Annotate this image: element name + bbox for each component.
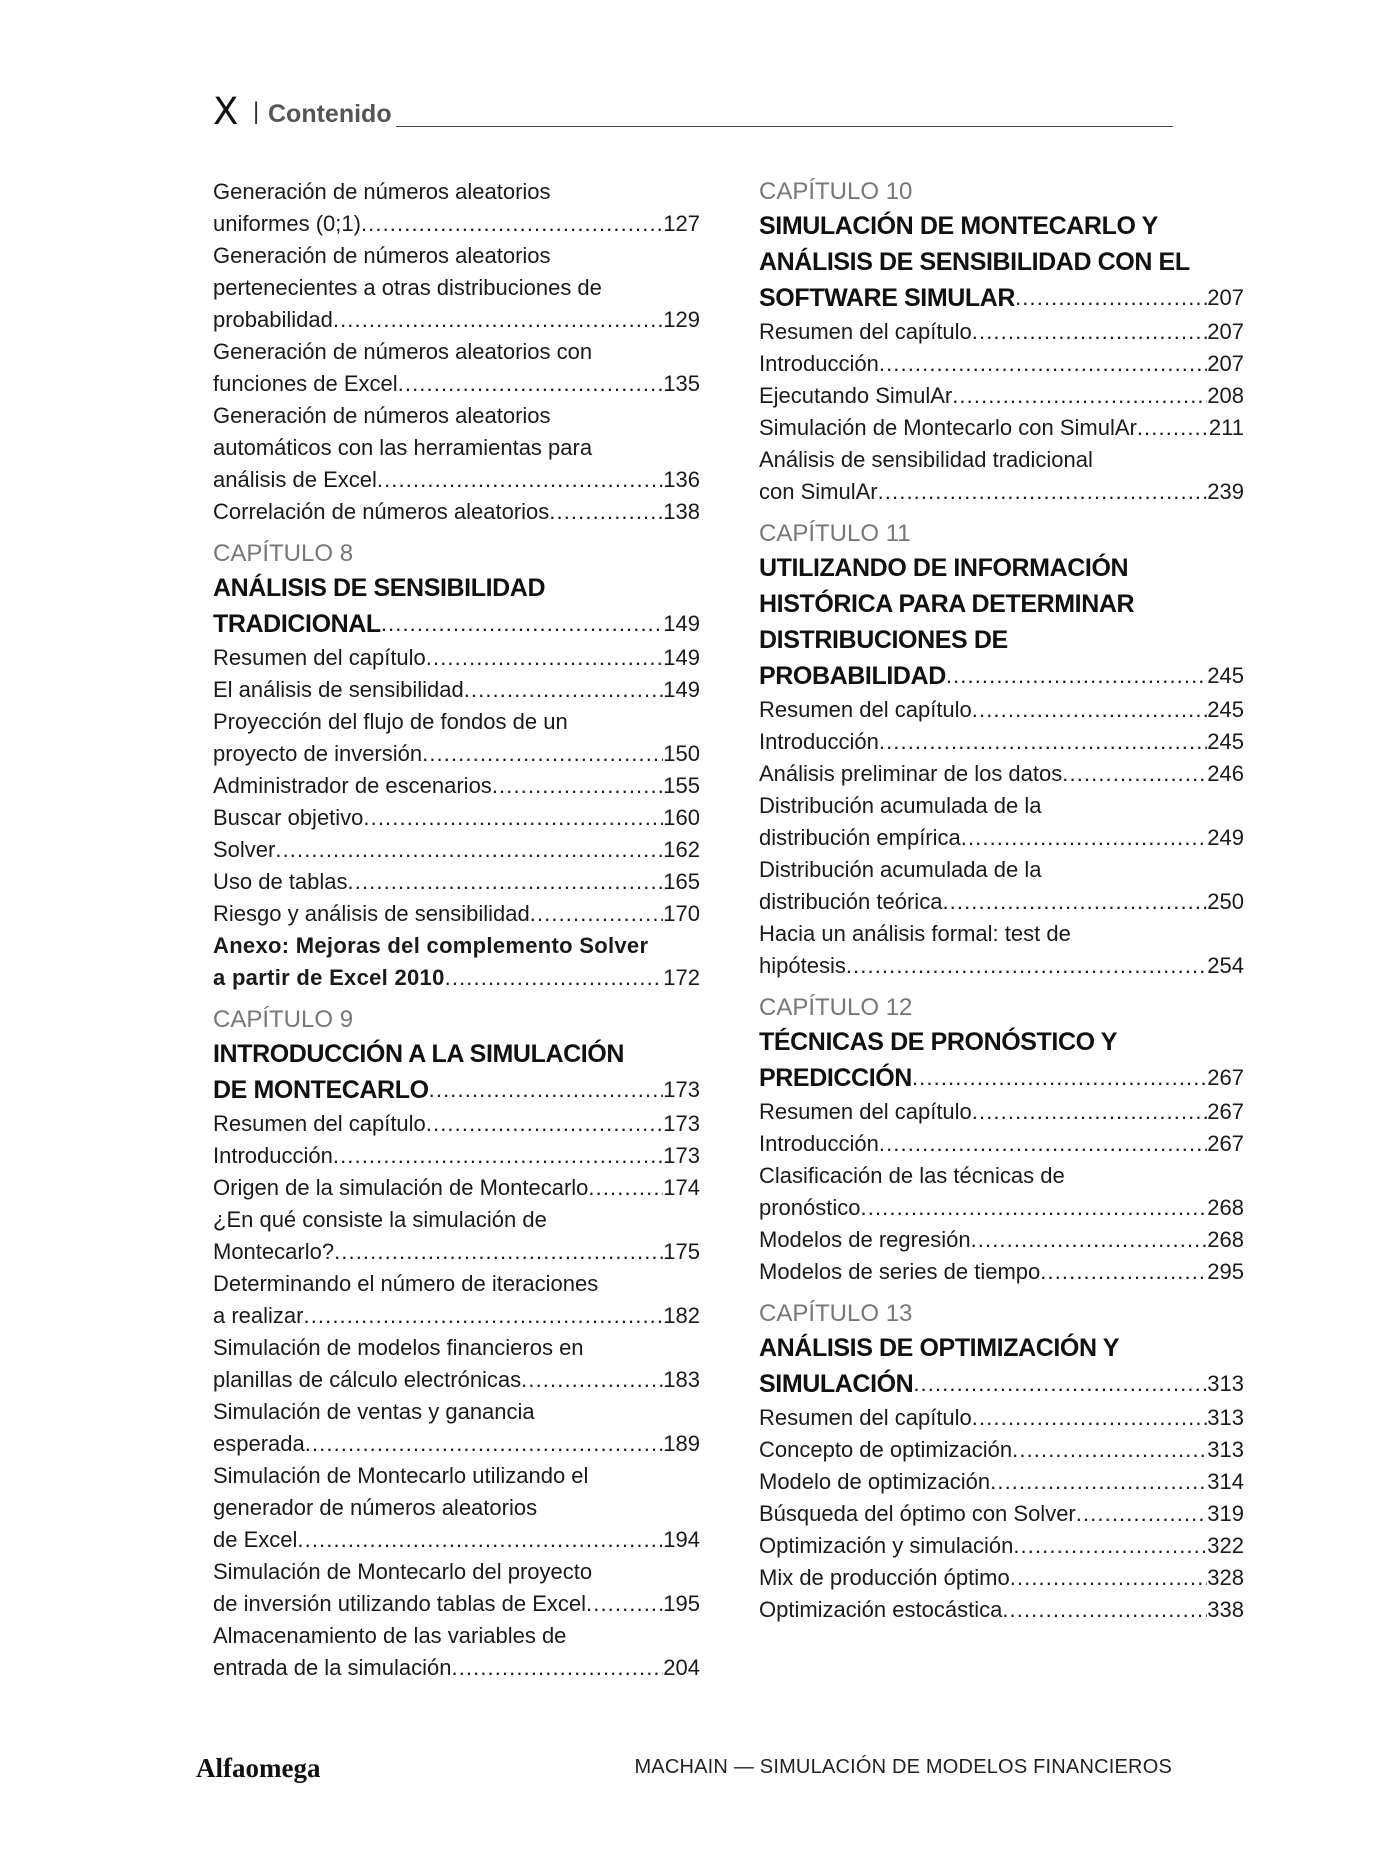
- chapter-label: CAPÍTULO 10: [759, 178, 913, 205]
- toc-line: generador de números aleatorios: [213, 1495, 538, 1520]
- toc-line: Generación de números aleatorios: [213, 179, 551, 204]
- dot-leader: [912, 1060, 1207, 1096]
- dot-leader: [971, 1224, 1208, 1256]
- toc-entry-title: pronóstico: [759, 1195, 861, 1220]
- header-separator: |: [253, 98, 260, 125]
- toc-entry-title: de inversión utilizando tablas de Excel: [213, 1591, 587, 1616]
- toc-page-number: 250: [1207, 889, 1244, 914]
- toc-entry-title: Montecarlo?: [213, 1239, 335, 1264]
- toc-page-number: 149: [663, 645, 700, 670]
- toc-entry-title: Riesgo y análisis de sensibilidad: [213, 901, 530, 926]
- chapter-title: SOFTWARE SIMULAR: [759, 284, 1016, 312]
- toc-entry: [759, 1562, 1244, 1594]
- dot-leader: [1137, 412, 1209, 444]
- toc-page-number: 208: [1207, 383, 1244, 408]
- toc-page-number: 204: [663, 1655, 700, 1680]
- chapter-title: PREDICCIÓN: [759, 1064, 912, 1092]
- chapter-title: HISTÓRICA PARA DETERMINAR: [759, 590, 1135, 618]
- dot-leader: [426, 642, 663, 674]
- toc-chapter-9: [213, 1004, 700, 1684]
- dot-leader: [1040, 1256, 1207, 1288]
- page-title: Contenido: [268, 100, 392, 128]
- toc-page-number: 149: [663, 611, 700, 636]
- toc-entry-title: entrada de la simulación: [213, 1655, 452, 1680]
- toc-page-number: 194: [663, 1527, 700, 1552]
- dot-leader: [451, 1652, 663, 1684]
- chapter-title-entry: [213, 606, 700, 642]
- toc-page-number: 189: [663, 1431, 700, 1456]
- dot-leader: [1062, 758, 1207, 790]
- toc-entry-title: funciones de Excel: [213, 371, 398, 396]
- toc-page-number: 172: [663, 965, 700, 990]
- toc-entry-title: hipótesis: [759, 953, 846, 978]
- chapter-label: CAPÍTULO 12: [759, 994, 913, 1021]
- dot-leader: [1002, 1594, 1207, 1626]
- toc-entry: [759, 1402, 1244, 1434]
- toc-entry-title: Modelos de regresión: [759, 1227, 971, 1252]
- dot-leader: [361, 208, 663, 240]
- toc-line: Generación de números aleatorios: [213, 243, 551, 268]
- toc-entry: [213, 496, 700, 528]
- toc-entry: [759, 1594, 1244, 1626]
- toc-chapter-8: [213, 538, 700, 994]
- toc-entry: [213, 770, 700, 802]
- dot-leader: [381, 606, 663, 642]
- dot-leader: [861, 1192, 1208, 1224]
- dot-leader: [333, 304, 663, 336]
- toc-page-number: 268: [1207, 1227, 1244, 1252]
- toc-entry-title: Origen de la simulación de Montecarlo: [213, 1175, 589, 1200]
- dot-leader: [333, 1140, 663, 1172]
- chapter-label: CAPÍTULO 11: [759, 520, 911, 547]
- toc-chapter-11: [759, 518, 1244, 982]
- toc-left-column: [213, 176, 700, 1684]
- toc-page-number: 173: [663, 1111, 700, 1136]
- dot-leader: [961, 822, 1208, 854]
- toc-page-number: 149: [663, 677, 700, 702]
- dot-leader: [878, 476, 1208, 508]
- chapter-label: CAPÍTULO 13: [759, 1300, 913, 1327]
- chapter-label: CAPÍTULO 9: [213, 1006, 354, 1033]
- toc-entry: [759, 950, 1244, 982]
- toc-entry-title: Optimización estocástica: [759, 1597, 1003, 1622]
- toc-page-number: 319: [1207, 1501, 1244, 1526]
- toc-entry-title: El análisis de sensibilidad: [213, 677, 464, 702]
- dot-leader: [946, 658, 1207, 694]
- toc-page-number: 173: [663, 1143, 700, 1168]
- toc-page-number: 246: [1207, 761, 1244, 786]
- dot-leader: [846, 950, 1207, 982]
- toc-entry: [213, 1140, 700, 1172]
- dot-leader: [588, 1172, 663, 1204]
- toc-line: Análisis de sensibilidad tradicional: [759, 447, 1093, 472]
- toc-page-number: 268: [1207, 1195, 1244, 1220]
- toc-entry: [213, 866, 700, 898]
- toc-entry-title: Resumen del capítulo: [759, 697, 972, 722]
- chapter-title-entry: [213, 1072, 700, 1108]
- header-rule: [396, 126, 1173, 127]
- dot-leader: [521, 1364, 663, 1396]
- toc-entry: [213, 1588, 700, 1620]
- toc-entry-title: Mix de producción óptimo: [759, 1565, 1010, 1590]
- toc-entry-title: Simulación de Montecarlo con SimulAr: [759, 415, 1137, 440]
- toc-page-number: 245: [1207, 697, 1244, 722]
- toc-entry-title: Resumen del capítulo: [759, 1405, 972, 1430]
- toc-page-number: 170: [663, 901, 700, 926]
- toc-entry: [213, 304, 700, 336]
- toc-entry: [213, 1172, 700, 1204]
- dot-leader: [426, 1108, 663, 1140]
- toc-line: Generación de números aleatorios: [213, 403, 551, 428]
- chapter-title: DISTRIBUCIONES DE: [759, 626, 1008, 654]
- chapter-title: INTRODUCCIÓN A LA SIMULACIÓN: [213, 1040, 624, 1068]
- toc-entry-title: Introducción: [759, 729, 879, 754]
- toc-entry-title: Concepto de optimización: [759, 1437, 1013, 1462]
- dot-leader: [972, 316, 1207, 348]
- toc-entry-title: Introducción: [759, 1131, 879, 1156]
- toc-entry-title: Búsqueda del óptimo con Solver: [759, 1501, 1076, 1526]
- toc-line: Hacia un análisis formal: test de: [759, 921, 1071, 946]
- toc-line: Distribución acumulada de la: [759, 793, 1042, 818]
- toc-entry: [213, 1236, 700, 1268]
- toc-entry: [213, 1300, 700, 1332]
- toc-entry-title: distribución empírica: [759, 825, 961, 850]
- toc-page-number: 155: [663, 773, 700, 798]
- toc-entry: [213, 738, 700, 770]
- toc-page-number: 249: [1207, 825, 1244, 850]
- toc-page-number: 173: [663, 1077, 700, 1102]
- toc-line: ¿En qué consiste la simulación de: [213, 1207, 547, 1232]
- toc-page-number: 338: [1207, 1597, 1244, 1622]
- toc-page-number: 322: [1207, 1533, 1244, 1558]
- chapter-title: TRADICIONAL: [213, 610, 381, 638]
- toc-entry: [759, 1256, 1244, 1288]
- toc-line: Simulación de Montecarlo del proyecto: [213, 1559, 593, 1584]
- toc-line: Determinando el número de iteraciones: [213, 1271, 599, 1296]
- toc-entry: [759, 316, 1244, 348]
- toc-page-number: 328: [1207, 1565, 1244, 1590]
- dot-leader: [1076, 1498, 1208, 1530]
- toc-line: automáticos con las herramientas para: [213, 435, 593, 460]
- toc-entry-title: Resumen del capítulo: [759, 319, 972, 344]
- toc-line: pertenecientes a otras distribuciones de: [213, 275, 602, 300]
- dot-leader: [549, 496, 663, 528]
- toc-entry-title: a realizar: [213, 1303, 304, 1328]
- toc-entry-title: Análisis preliminar de los datos: [759, 761, 1063, 786]
- toc-page-number: 314: [1207, 1469, 1244, 1494]
- dot-leader: [972, 694, 1207, 726]
- chapter-title-entry: [759, 658, 1244, 694]
- toc-entry-title: a partir de Excel 2010: [213, 965, 445, 990]
- toc-entry: [759, 380, 1244, 412]
- dot-leader: [303, 1300, 663, 1332]
- chapter-title: ANÁLISIS DE SENSIBILIDAD CON EL: [759, 248, 1190, 276]
- toc-page-number: 129: [663, 307, 700, 332]
- chapter-title: SIMULACIÓN DE MONTECARLO Y: [759, 212, 1158, 240]
- toc-entry: [759, 1434, 1244, 1466]
- toc-page-number: 174: [663, 1175, 700, 1200]
- toc-entry-title: uniformes (0;1): [213, 211, 361, 236]
- dot-leader: [1013, 1530, 1207, 1562]
- toc-line: Anexo: Mejoras del complemento Solver: [213, 933, 649, 958]
- toc-page-number: 160: [663, 805, 700, 830]
- toc-page-number: 135: [663, 371, 700, 396]
- toc-line: Almacenamiento de las variables de: [213, 1623, 567, 1648]
- chapter-title: ANÁLISIS DE OPTIMIZACIÓN Y: [759, 1334, 1119, 1362]
- dot-leader: [297, 1524, 663, 1556]
- toc-entry: [213, 1108, 700, 1140]
- dot-leader: [972, 1402, 1207, 1434]
- toc-page-number: 165: [663, 869, 700, 894]
- toc-page-number: 313: [1207, 1405, 1244, 1430]
- dot-leader: [942, 886, 1207, 918]
- toc-page-number: 175: [663, 1239, 700, 1264]
- toc-entry-title: Ejecutando SimulAr: [759, 383, 953, 408]
- toc-entry: [213, 802, 700, 834]
- running-footer: MACHAIN — SIMULACIÓN DE MODELOS FINANCIEROS: [634, 1756, 1172, 1778]
- toc-page-number: 313: [1207, 1371, 1244, 1396]
- toc-entry-title: Buscar objetivo: [213, 805, 364, 830]
- toc-page-number: 138: [663, 499, 700, 524]
- dot-leader: [879, 726, 1207, 758]
- toc-entry: [759, 1498, 1244, 1530]
- dot-leader: [275, 834, 663, 866]
- chapter-title-entry: [759, 1366, 1244, 1402]
- toc-entry-title: planillas de cálculo electrónicas: [213, 1367, 522, 1392]
- toc-entry: [213, 1364, 700, 1396]
- toc-entry-title: de Excel: [213, 1527, 298, 1552]
- toc-line: Clasificación de las técnicas de: [759, 1163, 1065, 1188]
- toc-entry: [759, 758, 1244, 790]
- toc-entry: [213, 208, 700, 240]
- dot-leader: [363, 802, 663, 834]
- toc-page-number: 267: [1207, 1065, 1244, 1090]
- dot-leader: [1015, 280, 1207, 316]
- toc-page-number: 313: [1207, 1437, 1244, 1462]
- dot-leader: [913, 1366, 1207, 1402]
- dot-leader: [377, 464, 663, 496]
- dot-leader: [952, 380, 1207, 412]
- dot-leader: [586, 1588, 663, 1620]
- chapter-title: PROBABILIDAD: [759, 662, 946, 690]
- dot-leader: [334, 1236, 663, 1268]
- toc-line: Simulación de Montecarlo utilizando el: [213, 1463, 589, 1488]
- page-header: [213, 92, 1173, 132]
- dot-leader: [305, 1428, 664, 1460]
- dot-leader: [530, 898, 664, 930]
- toc-page-number: 239: [1207, 479, 1244, 504]
- toc-right-column: [759, 176, 1244, 1626]
- toc-entry-title: Modelos de series de tiempo: [759, 1259, 1041, 1284]
- dot-leader: [348, 866, 664, 898]
- toc-entry-title: análisis de Excel: [213, 467, 377, 492]
- page-roman-number: X: [213, 90, 239, 133]
- toc-entry: [213, 464, 700, 496]
- toc-page-number: 267: [1207, 1099, 1244, 1124]
- toc-entry: [213, 1428, 700, 1460]
- toc-page-number: 150: [663, 741, 700, 766]
- toc-entry: [213, 898, 700, 930]
- chapter-title: UTILIZANDO DE INFORMACIÓN: [759, 554, 1129, 582]
- toc-entry: [213, 674, 700, 706]
- chapter-title: ANÁLISIS DE SENSIBILIDAD: [213, 574, 546, 602]
- toc-entry: [213, 962, 700, 994]
- toc-entry-title: probabilidad: [213, 307, 333, 332]
- toc-entry: [213, 642, 700, 674]
- dot-leader: [879, 1128, 1207, 1160]
- toc-entry: [213, 1524, 700, 1556]
- toc-entry-title: proyecto de inversión: [213, 741, 423, 766]
- toc-entry: [759, 726, 1244, 758]
- toc-entry: [759, 694, 1244, 726]
- chapter-title-entry: [759, 280, 1244, 316]
- chapter-label: CAPÍTULO 8: [213, 540, 354, 567]
- toc-page-number: 295: [1207, 1259, 1244, 1284]
- toc-page-number: 245: [1207, 663, 1244, 688]
- toc-page-number: 182: [663, 1303, 700, 1328]
- dot-leader: [445, 962, 664, 994]
- dot-leader: [879, 348, 1207, 380]
- toc-entry-title: Introducción: [759, 351, 879, 376]
- toc-entry-title: Resumen del capítulo: [213, 645, 426, 670]
- toc-page-number: 211: [1208, 415, 1244, 440]
- dot-leader: [464, 674, 664, 706]
- toc-entry: [759, 1224, 1244, 1256]
- toc-page-number: 207: [1207, 319, 1244, 344]
- toc-entry-title: Administrador de escenarios: [213, 773, 492, 798]
- chapter-title: TÉCNICAS DE PRONÓSTICO Y: [759, 1028, 1118, 1056]
- chapter-title: DE MONTECARLO: [213, 1076, 429, 1104]
- toc-entry: [759, 1466, 1244, 1498]
- toc-entry-title: esperada: [213, 1431, 305, 1456]
- toc-line: Simulación de modelos financieros en: [213, 1335, 584, 1360]
- toc-line: Generación de números aleatorios con: [213, 339, 593, 364]
- toc-line: Simulación de ventas y ganancia: [213, 1399, 535, 1424]
- toc-page-number: 162: [663, 837, 700, 862]
- toc-entry: [213, 1652, 700, 1684]
- dot-leader: [422, 738, 663, 770]
- toc-page-number: 183: [663, 1367, 700, 1392]
- toc-chapter-10: [759, 176, 1244, 508]
- dot-leader: [398, 368, 664, 400]
- toc-entry-title: Introducción: [213, 1143, 333, 1168]
- toc-page-number: 267: [1207, 1131, 1244, 1156]
- toc-line: Proyección del flujo de fondos de un: [213, 709, 568, 734]
- toc-page-number: 195: [663, 1591, 700, 1616]
- dot-leader: [492, 770, 663, 802]
- toc-entry: [759, 1128, 1244, 1160]
- toc-page-number: 245: [1207, 729, 1244, 754]
- publisher-logo: Alfaomega: [196, 1753, 321, 1783]
- toc-entry-title: Solver: [213, 837, 276, 862]
- toc-entry: [759, 412, 1244, 444]
- toc-entry-title: distribución teórica: [759, 889, 943, 914]
- toc-chapter-12: [759, 992, 1244, 1288]
- toc-entry: [759, 348, 1244, 380]
- toc-entry: [759, 476, 1244, 508]
- toc-entry: [759, 822, 1244, 854]
- dot-leader: [429, 1072, 664, 1108]
- dot-leader: [990, 1466, 1207, 1498]
- dot-leader: [1010, 1562, 1208, 1594]
- toc-entry-title: Optimización y simulación: [759, 1533, 1014, 1558]
- toc-page-number: 254: [1207, 953, 1244, 978]
- toc-page-number: 127: [663, 211, 700, 236]
- dot-leader: [972, 1096, 1207, 1128]
- toc-entry: [759, 1096, 1244, 1128]
- toc-entry-title: Uso de tablas: [213, 869, 348, 894]
- toc-page-number: 207: [1207, 351, 1244, 376]
- toc-entry-title: Resumen del capítulo: [213, 1111, 426, 1136]
- toc-line: Distribución acumulada de la: [759, 857, 1042, 882]
- chapter-title: SIMULACIÓN: [759, 1370, 914, 1398]
- toc-entry-title: con SimulAr: [759, 479, 878, 504]
- toc-block-intro: [213, 176, 700, 528]
- dot-leader: [1012, 1434, 1207, 1466]
- toc-chapter-13: [759, 1298, 1244, 1626]
- toc-entry-title: Modelo de optimización: [759, 1469, 991, 1494]
- toc-page-number: 207: [1207, 285, 1244, 310]
- toc-entry-title: Resumen del capítulo: [759, 1099, 972, 1124]
- toc-entry-title: Correlación de números aleatorios: [213, 499, 550, 524]
- toc-entry: [213, 368, 700, 400]
- toc-entry: [759, 1192, 1244, 1224]
- toc-entry: [213, 834, 700, 866]
- chapter-title-entry: [759, 1060, 1244, 1096]
- toc-page-number: 136: [663, 467, 700, 492]
- toc-entry: [759, 1530, 1244, 1562]
- toc-entry: [759, 886, 1244, 918]
